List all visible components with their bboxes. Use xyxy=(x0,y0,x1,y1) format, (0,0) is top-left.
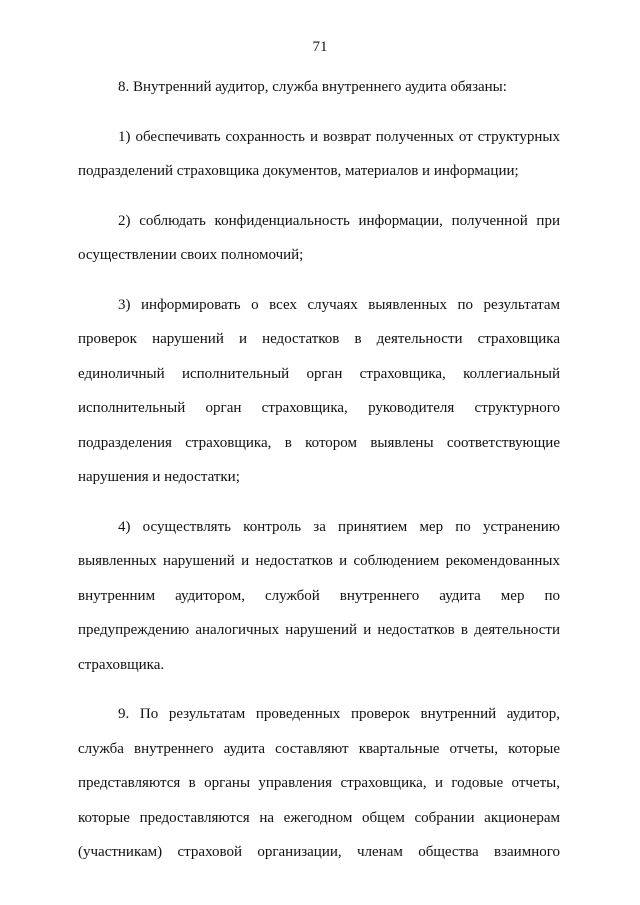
text-line: предупреждению аналогичных нарушений и недостатков в деятельности xyxy=(78,622,560,638)
paragraph-8-4 xyxy=(78,510,560,683)
text-line: подразделений страховщика документов, материалов и информации; xyxy=(78,163,519,179)
text-line: страховщика. xyxy=(78,656,165,673)
text-line: нарушения и недостатки; xyxy=(78,469,240,485)
text-line: представляются в органы управления страховщика, и годовые отчеты, xyxy=(78,775,560,791)
paragraph-8-3 xyxy=(78,288,560,495)
text-line: 9. По результатам проведенных проверок внутренний аудитор, xyxy=(118,706,560,722)
text-line: проверок нарушений и недостатков в деятельности страховщика xyxy=(78,331,560,347)
text-line: которые предоставляются на ежегодном общем собрании акционерам xyxy=(78,809,560,826)
text-line: внутренним аудитором, службой внутреннего аудита мер по xyxy=(78,587,560,604)
page-number: 71 xyxy=(312,39,328,55)
text-line: 2) соблюдать конфиденциальность информации, полученной при xyxy=(118,212,560,229)
text-line: единоличный исполнительный орган страховщика, коллегиальный xyxy=(78,365,560,382)
text-line: служба внутреннего аудита составляют квартальные отчеты, которые xyxy=(78,740,560,757)
paragraph-8-1 xyxy=(78,120,560,189)
paragraph-9 xyxy=(78,697,560,870)
text-line: 1) обеспечивать сохранность и возврат полученных от структурных xyxy=(118,128,560,145)
paragraph-8-2 xyxy=(78,204,560,273)
document-body xyxy=(78,70,560,885)
text-line: 3) информировать о всех случаях выявленных по результатам xyxy=(118,296,560,313)
paragraph-8 xyxy=(78,70,560,105)
text-line: 4) осуществлять контроль за принятием мер по устранению xyxy=(118,518,560,535)
text-line: выявленных нарушений и недостатков и соблюдением рекомендованных xyxy=(78,553,560,569)
text-line: исполнительный орган страховщика, руководителя структурного xyxy=(78,400,560,416)
text-line: (участникам) страховой организации, членам общества взаимного xyxy=(78,844,560,860)
text-line: подразделения страховщика, в котором выявлены соответствующие xyxy=(78,434,560,451)
text-line: 8. Внутренний аудитор, служба внутреннего аудита обязаны: xyxy=(118,79,507,95)
text-line: осуществлении своих полномочий; xyxy=(78,247,304,263)
